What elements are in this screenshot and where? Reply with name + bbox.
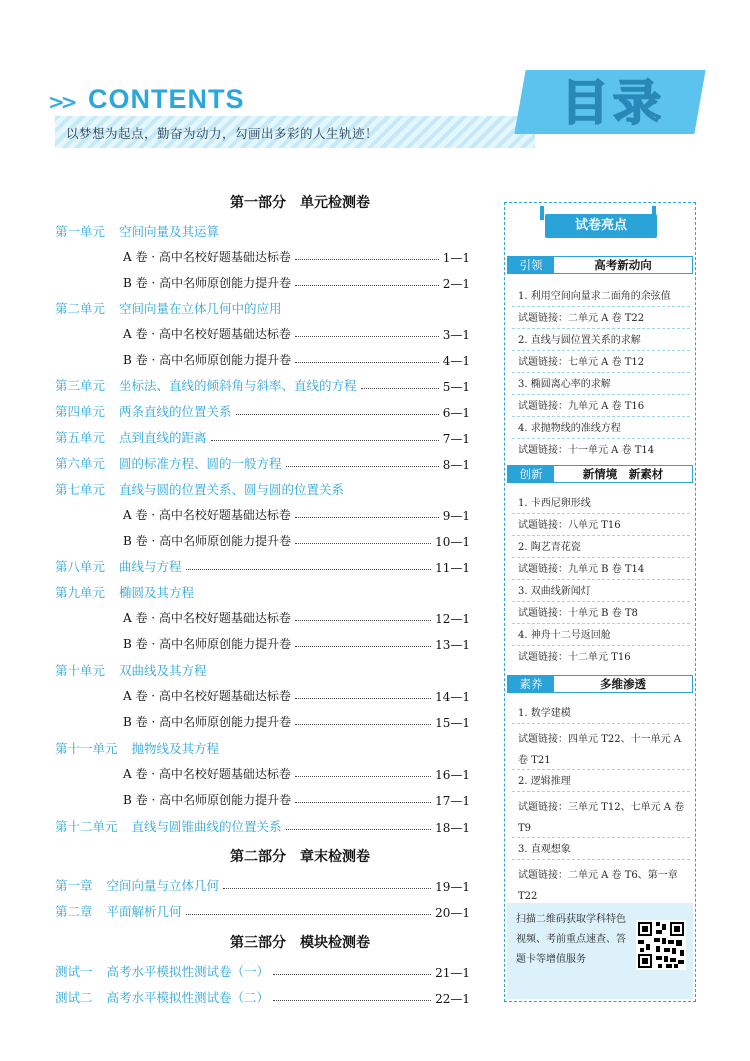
panel-link[interactable]: 试题链接：九单元 A 卷 T16 [518, 401, 645, 412]
unit-title: 椭圆及其方程 [119, 585, 195, 600]
page-number: 12—1 [435, 612, 470, 626]
panel-divider [512, 513, 690, 514]
panel-divider [512, 535, 690, 536]
section-tag: 素养 [508, 676, 554, 692]
leader-dots [236, 413, 439, 415]
leader-dots [211, 439, 439, 441]
unit-title: 空间向量在立体几何中的应用 [119, 301, 282, 316]
entry-title: A 卷 · 高中名校好题基础达标卷 [123, 327, 291, 341]
panel-link[interactable]: 试题链接：七单元 A 卷 T12 [518, 357, 645, 368]
entry-title: A 卷 · 高中名校好题基础达标卷 [123, 611, 291, 625]
unit-number: 第四单元 [55, 404, 106, 419]
leader-dots [295, 542, 431, 544]
unit-title: 空间向量及其运算 [119, 224, 220, 239]
panel-heading: 试卷亮点 [545, 214, 657, 238]
section-header-lead [507, 256, 693, 274]
panel-item: 4. 神舟十二号返回舱 [518, 630, 611, 641]
page-number: 19—1 [435, 880, 470, 894]
leader-dots [273, 973, 431, 975]
page-number: 9—1 [442, 509, 470, 523]
toc-unit-3[interactable] [55, 374, 470, 394]
unit-title: 直线与圆锥曲线的位置关系 [131, 819, 282, 834]
panel-divider [512, 394, 690, 395]
toc-unit-5[interactable] [55, 426, 470, 446]
part-heading-2: 第二部分 章末检测卷 [230, 849, 370, 865]
leader-dots [295, 645, 431, 647]
entry-title: A 卷 · 高中名校好题基础达标卷 [123, 508, 291, 522]
leader-dots [273, 999, 431, 1001]
toc-unit-9[interactable] [55, 581, 470, 601]
leader-dots [295, 697, 431, 699]
toc-unit-7[interactable] [55, 478, 470, 498]
chapter-number: 第一章 [55, 878, 93, 893]
panel-link[interactable]: 试题链接：十单元 B 卷 T8 [518, 608, 638, 619]
panel-link[interactable]: 试题链接：三单元 T12、七单元 A 卷 T9 [518, 802, 685, 834]
leader-dots [223, 887, 431, 889]
unit-title: 坐标法、直线的倾斜角与斜率、直线的方程 [119, 378, 357, 393]
panel-item: 2. 陶艺青花瓷 [518, 542, 581, 553]
panel-link[interactable]: 试题链接：十一单元 A 卷 T14 [518, 445, 655, 456]
toc-unit-12[interactable] [55, 815, 470, 835]
leader-dots [186, 913, 432, 915]
toc-unit-10[interactable] [55, 659, 470, 679]
panel-divider [512, 623, 690, 624]
toc-entry-u11-b[interactable] [123, 788, 470, 808]
leader-dots [361, 387, 439, 389]
unit-number: 第三单元 [55, 378, 106, 393]
unit-number: 第十二单元 [55, 819, 118, 834]
panel-divider [512, 859, 690, 860]
entry-title: B 卷 · 高中名师原创能力提升卷 [123, 637, 292, 651]
entry-title: B 卷 · 高中名师原创能力提升卷 [123, 715, 292, 729]
section-header-literacy [507, 675, 693, 693]
panel-divider [512, 438, 690, 439]
panel-divider [512, 645, 690, 646]
leader-dots [186, 568, 432, 570]
panel-item: 2. 逻辑推理 [518, 776, 571, 787]
panel-link[interactable]: 试题链接：八单元 T16 [518, 520, 621, 531]
panel-item: 1. 利用空间向量求二面角的余弦值 [518, 291, 671, 302]
page-number: 15—1 [435, 716, 470, 730]
panel-divider [512, 837, 690, 838]
unit-number: 第十一单元 [55, 741, 118, 756]
toc-chapter-1[interactable] [55, 874, 470, 894]
leader-dots [295, 801, 431, 803]
page-number: 1—1 [442, 251, 470, 265]
leader-dots [295, 284, 439, 286]
page-number: 16—1 [435, 768, 470, 782]
toc-unit-4[interactable] [55, 400, 470, 420]
toc-test-2[interactable] [55, 986, 470, 1006]
panel-link[interactable]: 试题链接：四单元 T22、十一单元 A 卷 T21 [518, 734, 681, 766]
unit-title: 直线与圆的位置关系、圆与圆的位置关系 [119, 482, 345, 497]
page-number: 3—1 [442, 328, 470, 342]
toc-entry-u10-b[interactable] [123, 710, 470, 730]
entry-title: A 卷 · 高中名校好题基础达标卷 [123, 689, 291, 703]
toc-entry-u9-a[interactable] [123, 606, 470, 626]
test-title: 高考水平模拟性测试卷（一） [106, 964, 270, 979]
entry-title: B 卷 · 高中名师原创能力提升卷 [123, 793, 292, 807]
unit-number: 第七单元 [55, 482, 106, 497]
title-tag: 目录 [560, 75, 665, 131]
unit-number: 第五单元 [55, 430, 106, 445]
toc-entry-u2-b[interactable] [123, 348, 470, 368]
panel-divider [512, 372, 690, 373]
toc-unit-8[interactable] [55, 555, 470, 575]
panel-item: 3. 双曲线新闻灯 [518, 586, 591, 597]
panel-divider [512, 601, 690, 602]
page-number: 8—1 [442, 458, 470, 472]
unit-title: 点到直线的距离 [119, 430, 207, 445]
panel-item: 1. 数学建模 [518, 708, 571, 719]
entry-title: B 卷 · 高中名师原创能力提升卷 [123, 534, 292, 548]
entry-title: A 卷 · 高中名校好题基础达标卷 [123, 250, 291, 264]
section-header-innovation [507, 465, 693, 483]
header-arrows: >> [48, 90, 74, 114]
section-title: 多维渗透 [600, 677, 646, 691]
panel-divider [512, 557, 690, 558]
part-heading-3: 第三部分 模块检测卷 [230, 935, 370, 951]
unit-number: 第九单元 [55, 585, 106, 600]
panel-link[interactable]: 试题链接：九单元 B 卷 T14 [518, 564, 645, 575]
panel-link[interactable]: 试题链接：二单元 A 卷 T6、第一章 T22 [518, 870, 678, 902]
panel-item: 4. 求抛物线的准线方程 [518, 423, 621, 434]
panel-item: 2. 直线与圆位置关系的求解 [518, 335, 641, 346]
qr-description: 扫描二维码获取学科特色视频、考前重点速查、答题卡等增值服务 [516, 914, 626, 965]
chapter-number: 第二章 [55, 904, 93, 919]
contents-label: CONTENTS [88, 84, 245, 114]
panel-item: 3. 椭圆离心率的求解 [518, 379, 611, 390]
section-title: 高考新动向 [594, 258, 652, 272]
unit-number: 第十单元 [55, 663, 106, 678]
page-number: 7—1 [442, 432, 470, 446]
panel-item: 1. 卡西尼卵形线 [518, 498, 591, 509]
toc-chapter-2[interactable] [55, 900, 470, 920]
page-number: 10—1 [435, 535, 470, 549]
page-number: 6—1 [442, 406, 470, 420]
unit-number: 第六单元 [55, 456, 106, 471]
unit-title: 两条直线的位置关系 [119, 404, 232, 419]
panel-link[interactable]: 试题链接：二单元 A 卷 T22 [518, 313, 645, 324]
leader-dots [295, 619, 431, 621]
toc-entry-u11-a[interactable] [123, 762, 470, 782]
unit-title: 抛物线及其方程 [131, 741, 220, 756]
chapter-title: 平面解析几何 [106, 904, 182, 919]
unit-number: 第二单元 [55, 301, 106, 316]
leader-dots [286, 828, 432, 830]
page-number: 2—1 [442, 277, 470, 291]
panel-divider [512, 791, 690, 792]
section-tag: 引领 [508, 257, 554, 273]
panel-divider [512, 306, 690, 307]
panel-item: 3. 直观想象 [518, 844, 571, 855]
toc-entry-u7-a[interactable] [123, 503, 470, 523]
leader-dots [295, 335, 439, 337]
leader-dots [295, 723, 431, 725]
leader-dots [295, 516, 439, 518]
slogan-text: 以梦想为起点，勤奋为动力，勾画出多彩的人生轨迹！ [66, 126, 379, 141]
unit-number: 第一单元 [55, 224, 106, 239]
toc-entry-u1-a[interactable] [123, 245, 470, 265]
test-title: 高考水平模拟性测试卷（二） [106, 990, 270, 1005]
panel-divider [512, 350, 690, 351]
entry-title: B 卷 · 高中名师原创能力提升卷 [123, 353, 292, 367]
entry-title: A 卷 · 高中名校好题基础达标卷 [123, 767, 291, 781]
toc-entry-u9-b[interactable] [123, 632, 470, 652]
unit-title: 圆的标准方程、圆的一般方程 [119, 456, 282, 471]
page-number: 4—1 [442, 354, 470, 368]
toc-unit-6[interactable] [55, 452, 470, 472]
panel-pin-left [540, 206, 544, 220]
toc-entry-u10-a[interactable] [123, 684, 470, 704]
test-number: 测试一 [55, 964, 93, 979]
toc-test-1[interactable] [55, 960, 470, 980]
page-number: 13—1 [435, 638, 470, 652]
panel-divider [512, 723, 690, 724]
chapter-title: 空间向量与立体几何 [106, 878, 220, 893]
unit-number: 第八单元 [55, 559, 106, 574]
qr-code-icon[interactable] [636, 920, 686, 970]
panel-divider [512, 416, 690, 417]
page-number: 14—1 [435, 690, 470, 704]
toc-entry-u7-b[interactable] [123, 529, 470, 549]
panel-divider [512, 328, 690, 329]
part-heading-1: 第一部分 单元检测卷 [230, 195, 370, 211]
toc-entry-u2-a[interactable] [123, 322, 470, 342]
page-number: 11—1 [435, 561, 470, 575]
toc-unit-11[interactable] [55, 737, 470, 757]
panel-link[interactable]: 试题链接：十二单元 T16 [518, 652, 631, 663]
entry-title: B 卷 · 高中名师原创能力提升卷 [123, 276, 292, 290]
panel-divider [512, 769, 690, 770]
leader-dots [286, 465, 439, 467]
leader-dots [295, 258, 439, 260]
toc-entry-u1-b[interactable] [123, 271, 470, 291]
test-number: 测试二 [55, 990, 93, 1005]
leader-dots [295, 361, 439, 363]
page-number: 18—1 [435, 821, 470, 835]
page-number: 20—1 [435, 906, 470, 920]
unit-title: 双曲线及其方程 [119, 663, 207, 678]
section-title: 新情境 新素材 [582, 467, 664, 481]
toc-unit-1[interactable] [55, 220, 470, 240]
section-tag: 创新 [508, 466, 554, 482]
panel-divider [512, 579, 690, 580]
unit-title: 曲线与方程 [119, 559, 182, 574]
page-number: 21—1 [435, 966, 470, 980]
page-number: 17—1 [435, 794, 470, 808]
page-number: 5—1 [442, 380, 470, 394]
page-number: 22—1 [435, 992, 470, 1006]
leader-dots [295, 775, 431, 777]
toc-unit-2[interactable] [55, 297, 470, 317]
